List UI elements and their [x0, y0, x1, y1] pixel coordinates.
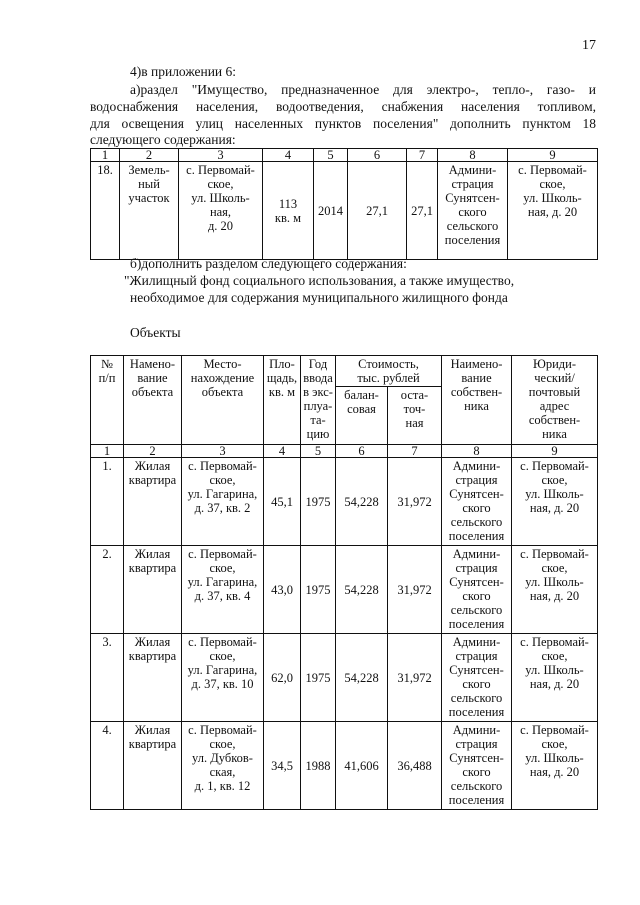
t2-n4: 4 [264, 445, 301, 458]
t1-h4: 4 [263, 149, 314, 162]
row-number: 2. [91, 546, 124, 634]
t2-h-area: Пло- щадь, кв. м [264, 356, 301, 445]
object-owner-address: с. Первомай- ское, ул. Школь- ная, д. 20 [512, 546, 598, 634]
t1-h6: 6 [348, 149, 407, 162]
object-name: Жилая квартира [124, 634, 182, 722]
object-year: 1975 [301, 546, 336, 634]
t2-h-year: Год ввода в экс- плуа- та- цию [301, 356, 336, 445]
t1-h5: 5 [314, 149, 348, 162]
object-year: 1975 [301, 458, 336, 546]
t1-name: Земель- ный участок [120, 162, 179, 260]
object-location: с. Первомай- ское, ул. Гагарина, д. 37, кв. 4 [182, 546, 264, 634]
object-area: 34,5 [264, 722, 301, 810]
t1-num: 18. [91, 162, 120, 260]
object-year: 1975 [301, 634, 336, 722]
t1-h7: 7 [407, 149, 438, 162]
item4b-line2: "Жилищный фонд социального использования, а также имущество, [124, 273, 515, 288]
item4a-line1: а)раздел "Имущество, предназначенное для электро-, тепло-, газо- и [130, 82, 596, 97]
t2-h-name: Намено- вание объекта [124, 356, 182, 445]
t1-balance: 27,1 [348, 162, 407, 260]
object-balance-cost: 54,228 [336, 546, 388, 634]
table-objects-num-row [91, 445, 598, 458]
item4-title: 4)в приложении 6: [130, 64, 237, 79]
object-residual-cost: 31,972 [388, 634, 442, 722]
t2-h-balance: балан- совая [336, 387, 388, 445]
t2-h-num: № п/п [91, 356, 124, 445]
t2-h-cost: Стоимость, тыс. рублей [336, 356, 442, 387]
table-row [91, 546, 598, 634]
object-area: 43,0 [264, 546, 301, 634]
table-18-header-row [91, 149, 598, 162]
object-location: с. Первомай- ское, ул. Гагарина, д. 37, кв. 2 [182, 458, 264, 546]
t2-n3: 3 [182, 445, 264, 458]
object-name: Жилая квартира [124, 722, 182, 810]
object-location: с. Первомай- ское, ул. Гагарина, д. 37, кв. 10 [182, 634, 264, 722]
t2-n7: 7 [388, 445, 442, 458]
t2-h-residual: оста- точ- ная [388, 387, 442, 445]
item4b-line3: необходимое для содержания муниципального жилищного фонда [130, 290, 508, 305]
table-row [91, 634, 598, 722]
object-area: 62,0 [264, 634, 301, 722]
table-18 [90, 148, 598, 260]
t1-h3: 3 [179, 149, 263, 162]
objects-heading: Объекты [130, 325, 181, 340]
object-name: Жилая квартира [124, 546, 182, 634]
item4b-line1: б)дополнить разделом следующего содержания: [130, 256, 407, 271]
object-owner-address: с. Первомай- ское, ул. Школь- ная, д. 20 [512, 722, 598, 810]
table-row [91, 162, 598, 260]
t1-year: 2014 [314, 162, 348, 260]
object-year: 1988 [301, 722, 336, 810]
item4a-line4: следующего содержания: [90, 132, 236, 147]
item4a-line3: для освещения улиц населенных пунктов поселения" дополнить пунктом 18 [90, 116, 596, 131]
page-number: 17 [582, 38, 596, 53]
t2-h-location: Место- нахождение объекта [182, 356, 264, 445]
table-objects [90, 355, 598, 810]
t1-location: с. Первомай- ское, ул. Школь- ная, д. 20 [179, 162, 263, 260]
table-row [91, 722, 598, 810]
t1-address: с. Первомай- ское, ул. Школь- ная, д. 20 [508, 162, 598, 260]
row-number: 4. [91, 722, 124, 810]
object-residual-cost: 31,972 [388, 458, 442, 546]
t1-owner: Админи- страция Сунятсен- ского сельского поселения [438, 162, 508, 260]
t2-n9: 9 [512, 445, 598, 458]
object-owner: Админи- страция Сунятсен- ского сельского поселения [442, 634, 512, 722]
object-owner: Админи- страция Сунятсен- ского сельского поселения [442, 546, 512, 634]
t1-residual: 27,1 [407, 162, 438, 260]
t1-h8: 8 [438, 149, 508, 162]
object-owner-address: с. Первомай- ское, ул. Школь- ная, д. 20 [512, 458, 598, 546]
t2-n1: 1 [91, 445, 124, 458]
t1-h9: 9 [508, 149, 598, 162]
row-number: 1. [91, 458, 124, 546]
table-row [91, 458, 598, 546]
t1-h2: 2 [120, 149, 179, 162]
t2-n5: 5 [301, 445, 336, 458]
object-owner: Админи- страция Сунятсен- ского сельского поселения [442, 722, 512, 810]
object-owner: Админи- страция Сунятсен- ского сельского поселения [442, 458, 512, 546]
t2-n6: 6 [336, 445, 388, 458]
object-balance-cost: 41,606 [336, 722, 388, 810]
object-balance-cost: 54,228 [336, 634, 388, 722]
table-objects-header-row [91, 356, 598, 387]
t2-h-address: Юриди- ческий/ почтовый адрес собствен- ника [512, 356, 598, 445]
t1-area: 113 кв. м [263, 162, 314, 260]
t2-n2: 2 [124, 445, 182, 458]
row-number: 3. [91, 634, 124, 722]
item4a-line2: водоснабжения населения, водоотведения, снабжения населения топливом, [90, 99, 596, 114]
object-name: Жилая квартира [124, 458, 182, 546]
object-residual-cost: 31,972 [388, 546, 442, 634]
t1-h1: 1 [91, 149, 120, 162]
t2-h-owner: Наимено- вание собствен- ника [442, 356, 512, 445]
object-residual-cost: 36,488 [388, 722, 442, 810]
object-owner-address: с. Первомай- ское, ул. Школь- ная, д. 20 [512, 634, 598, 722]
object-location: с. Первомай- ское, ул. Дубков- ская, д. 1, кв. 12 [182, 722, 264, 810]
object-area: 45,1 [264, 458, 301, 546]
object-balance-cost: 54,228 [336, 458, 388, 546]
t2-n8: 8 [442, 445, 512, 458]
